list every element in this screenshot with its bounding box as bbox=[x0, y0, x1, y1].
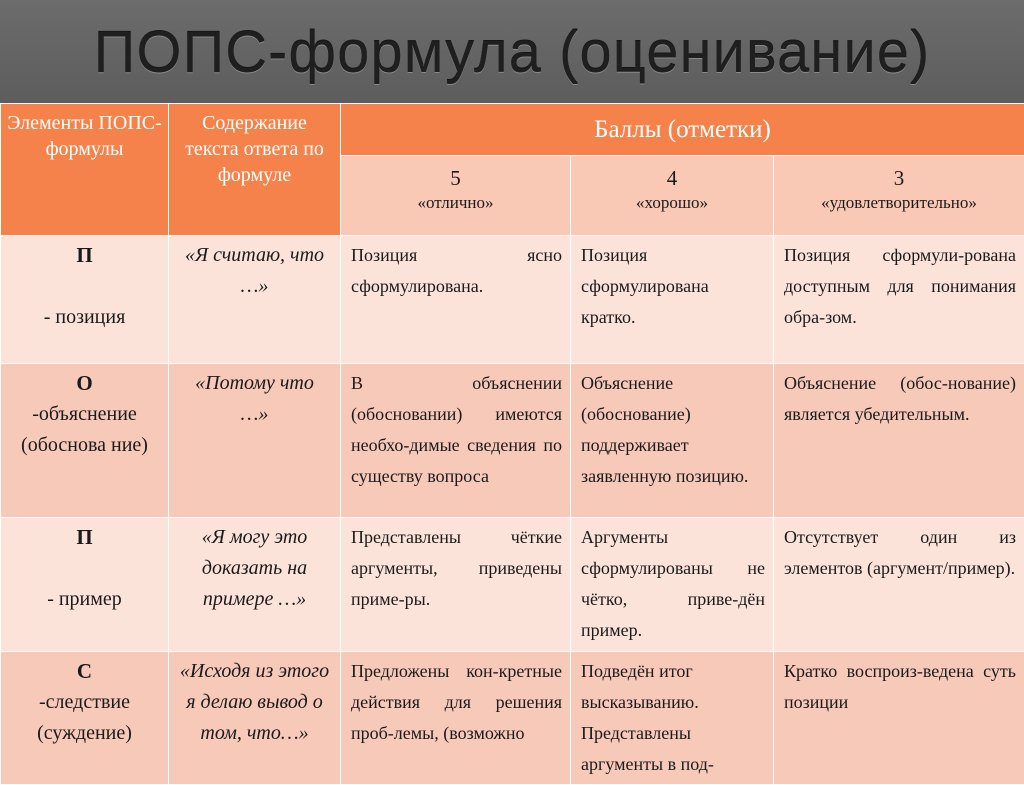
element-cell bbox=[1, 364, 169, 518]
header-balls: Баллы (отметки) bbox=[341, 104, 1024, 156]
header-grade-4 bbox=[571, 156, 774, 236]
element-label: -следствие (суждение) bbox=[37, 691, 132, 744]
element-letter: П bbox=[5, 240, 164, 271]
grade-number: 5 bbox=[345, 164, 566, 192]
grade-number: 3 bbox=[778, 164, 1020, 192]
grade-word: «отлично» bbox=[345, 192, 566, 214]
table-row bbox=[1, 518, 1024, 652]
element-cell bbox=[1, 518, 169, 652]
grade-word: «хорошо» bbox=[575, 192, 769, 214]
grade5-cell: Позиция ясно сформулирована. bbox=[341, 236, 571, 364]
element-label: -объяснение (обоснова ние) bbox=[21, 403, 148, 456]
quote-cell: «Я могу это доказать на примере …» bbox=[169, 518, 341, 652]
header-content: Содержание текста ответа по формуле bbox=[169, 104, 341, 236]
grade5-cell: В объяснении (обосновании) имеются необхо-димые сведения по существу вопроса bbox=[341, 364, 571, 518]
slide-title: ПОПС-формула (оценивание) bbox=[0, 0, 1024, 104]
grade4-cell: Подведён итог высказыванию. Представлены аргументы в под- bbox=[571, 652, 774, 785]
header-grade-3 bbox=[774, 156, 1024, 236]
quote-cell: «Потому что …» bbox=[169, 364, 341, 518]
grade5-cell: Представлены чёткие аргументы, приведены приме-ры. bbox=[341, 518, 571, 652]
table-row bbox=[1, 652, 1024, 785]
grade4-cell: Аргументы сформулированы не чётко, приве-дён пример. bbox=[571, 518, 774, 652]
header-elements: Элементы ПОПС-формулы bbox=[1, 104, 169, 236]
grade3-cell: Объяснение (обос-нование) является убедительным. bbox=[774, 364, 1024, 518]
grade3-cell: Кратко воспроиз-ведена суть позиции bbox=[774, 652, 1024, 785]
grade-word: «удовлетворительно» bbox=[778, 192, 1020, 214]
table-row bbox=[1, 364, 1024, 518]
grade5-cell: Предложены кон-кретные действия для решения проб-лемы, (возможно bbox=[341, 652, 571, 785]
grade4-cell: Объяснение (обоснование) поддерживает заявленную позицию. bbox=[571, 364, 774, 518]
quote-cell: «Исходя из этого я делаю вывод о том, что…» bbox=[169, 652, 341, 785]
table-row bbox=[1, 236, 1024, 364]
element-letter: С bbox=[5, 656, 164, 687]
element-cell bbox=[1, 652, 169, 785]
quote-cell: «Я считаю, что …» bbox=[169, 236, 341, 364]
element-cell bbox=[1, 236, 169, 364]
header-grade-5 bbox=[341, 156, 571, 236]
grade-number: 4 bbox=[575, 164, 769, 192]
element-letter: П bbox=[5, 522, 164, 553]
grade3-cell: Отсутствует один из элементов (аргумент/пример). bbox=[774, 518, 1024, 652]
element-label: - пример bbox=[47, 588, 122, 610]
grade4-cell: Позиция сформулирована кратко. bbox=[571, 236, 774, 364]
grade3-cell: Позиция сформули-рована доступным для понимания обра-зом. bbox=[774, 236, 1024, 364]
popс-table bbox=[0, 103, 1024, 785]
element-letter: О bbox=[5, 368, 164, 399]
element-label: - позиция bbox=[44, 306, 126, 328]
